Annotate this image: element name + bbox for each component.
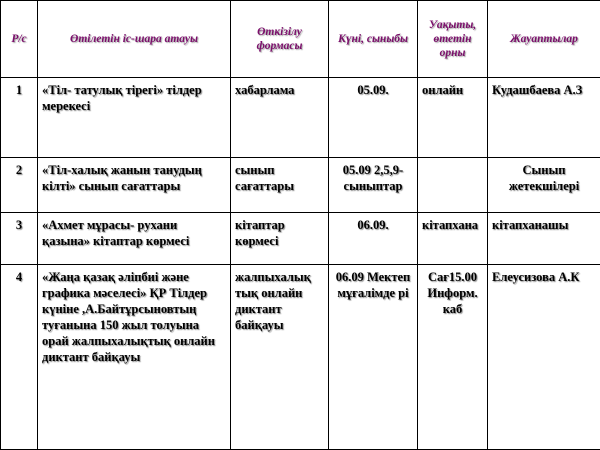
event-form: сынып сағаттары <box>231 158 329 213</box>
event-date: 05.09 2,5,9-сыныптар <box>329 158 418 213</box>
row-number: 1 <box>1 78 38 158</box>
event-responsible: Кудашбаева А.З <box>488 78 600 158</box>
event-place: Сағ15.00 Информ. каб <box>418 265 488 450</box>
header-time-place: Уақыты, өтетін орны <box>418 1 488 78</box>
event-form: жалпыхалық тық онлайн диктант байқауы <box>231 265 329 450</box>
header-num: Р/с <box>1 1 38 78</box>
header-name: Өтілетін іс-шара атауы <box>38 1 231 78</box>
event-date: 05.09. <box>329 78 418 158</box>
event-place <box>418 158 488 213</box>
table-row <box>1 213 600 265</box>
event-date: 06.09 Мектеп мұғалімде рі <box>329 265 418 450</box>
event-name: «Жаңа қазақ әліпбиі және графика мәселесі» ҚР Тілдер күніне ,А.Байтұрсыновтың туғанына 150 жыл толуына орай жалпыхалықтық онлайн диктант байқауы <box>38 265 231 450</box>
event-name: «Ахмет мұрасы- рухани қазына» кітаптар көрмесі <box>38 213 231 265</box>
event-form: хабарлама <box>231 78 329 158</box>
event-form: кітаптар көрмесі <box>231 213 329 265</box>
row-number: 3 <box>1 213 38 265</box>
table-row <box>1 265 600 450</box>
event-place: онлайн <box>418 78 488 158</box>
row-number: 2 <box>1 158 38 213</box>
event-name: «Тіл-халық жанын танудың кілті» сынып сағаттары <box>38 158 231 213</box>
event-responsible: Елеусизова А.К <box>488 265 600 450</box>
row-number: 4 <box>1 265 38 450</box>
event-name: «Тіл- татулық тірегі» тілдер мерекесі <box>38 78 231 158</box>
event-place: кітапхана <box>418 213 488 265</box>
event-responsible: кітапханашы <box>488 213 600 265</box>
table-row <box>1 158 600 213</box>
header-responsible: Жауаптылар <box>488 1 600 78</box>
event-responsible: Сынып жетекшілері <box>488 158 600 213</box>
header-date: Күні, сыныбы <box>329 1 418 78</box>
header-row <box>1 1 600 78</box>
table-row <box>1 78 600 158</box>
event-date: 06.09. <box>329 213 418 265</box>
header-form: Өткізілу формасы <box>231 1 329 78</box>
